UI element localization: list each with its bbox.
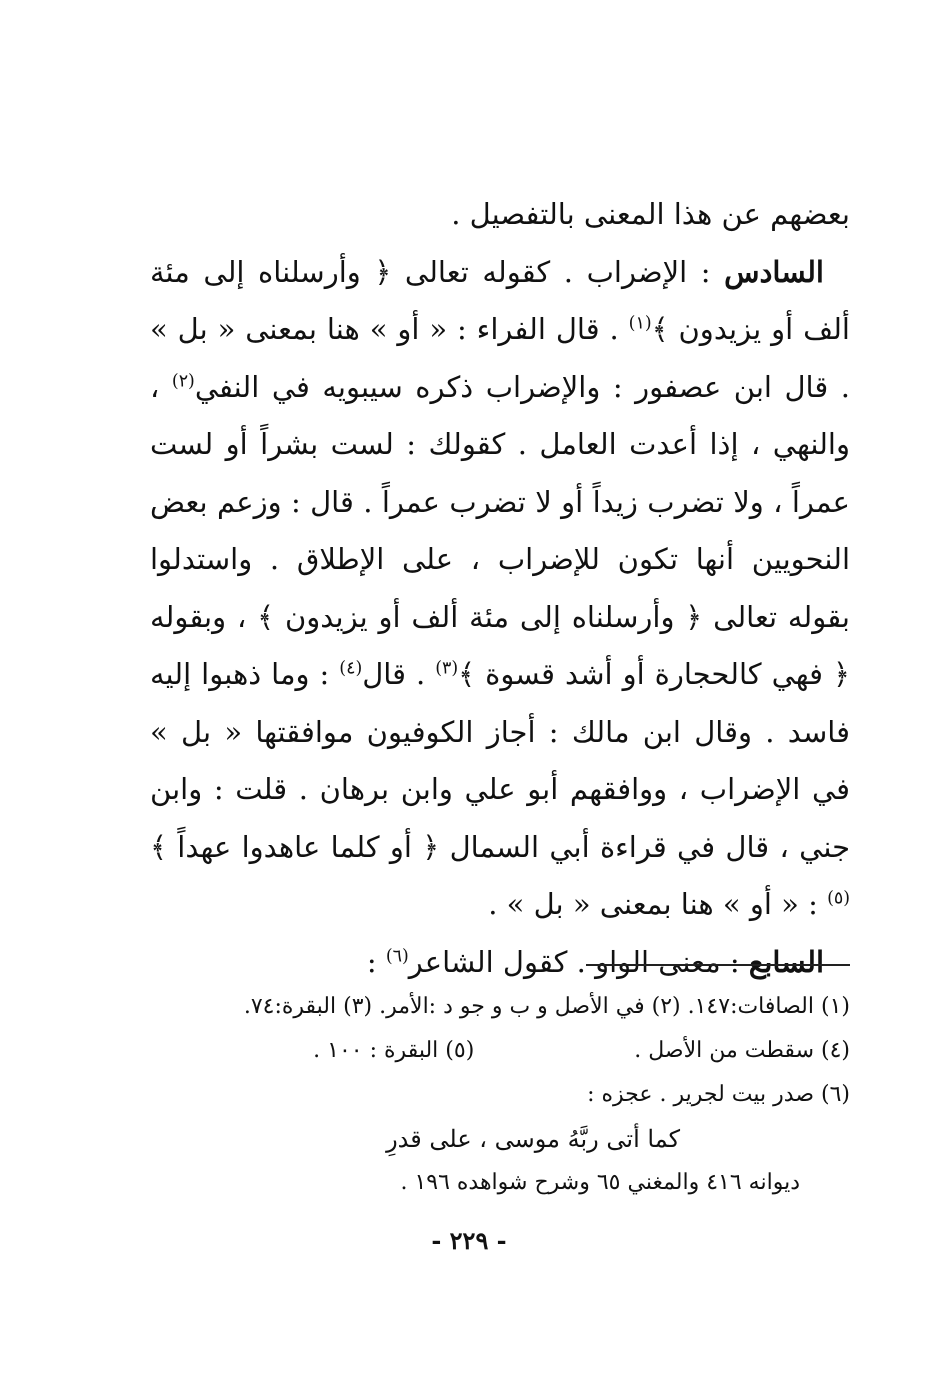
paragraph-sixth <box>150 244 850 934</box>
footnote-5: (٥) البقرة : ١٠٠ . <box>313 1038 475 1063</box>
footnote-line-1: (١) الصافات:١٤٧. (٢) في الأصل و ب و جو د :الأمر. (٣) البقرة:٧٤. <box>243 994 850 1019</box>
footnote-ref-4: (٤) <box>339 658 363 679</box>
seventh-text-b: : <box>366 944 386 979</box>
seventh-text-a: : معنى الواو . كقول الشاعر <box>408 944 749 979</box>
footnote-verse: كما أتى ربَّهُ موسى ، على قدرِ <box>386 1125 680 1153</box>
footnote-ref-3: (٣) <box>435 658 459 679</box>
footnote-source: ديوانه ٤١٦ والمغني ٦٥ وشرح شواهده ١٩٦ . <box>400 1170 800 1195</box>
sixth-text-e: : وما ذهبوا إليه فاسد . وقال ابن مالك : أجاز الكوفيون موافقتها « بل » في الإضراب ، ووافقهم أبو علي وابن برهان . قلت : وابن جني ، قال في قراءة أبي السمال ﴿ أو كلما عاهدوا عهداً ﴾ <box>150 657 850 864</box>
sixth-text-c: ، والنهي ، إذا أعدت العامل . كقولك : لست بشراً أو لست عمراً ، ولا تضرب زيداً أو لا تضرب عمراً . قال : وزعم بعض النحويين أنها تكون للإضراب ، على الإطلاق . واستدلوا بقوله تعالى ﴿ وأرسلناه إلى مئة ألف أو يزيدون ﴾ ، وبقوله ﴿ فهي كالحجارة أو أشد قسوة ﴾ <box>150 369 850 691</box>
footnote-line-3: (٦) صدر بيت لجرير . عجزه : <box>587 1082 850 1107</box>
main-text <box>150 186 850 991</box>
page-number: - ٢٢٩ - <box>431 1226 507 1255</box>
section-label-sixth: السادس <box>724 254 824 289</box>
sixth-text-f: : « أو » هنا بمعنى « بل » . <box>488 887 828 921</box>
footnote-line-2 <box>150 1029 850 1073</box>
section-label-seventh: السابع <box>748 944 824 979</box>
footnote-ref-1: (١) <box>628 313 652 334</box>
opening-line: بعضهم عن هذا المعنى بالتفصيل . <box>451 197 850 231</box>
paragraph-seventh <box>150 934 850 992</box>
footnote-ref-6: (٦) <box>385 945 409 966</box>
footnote-divider <box>586 964 850 966</box>
footnote-ref-5: (٥) <box>827 888 850 909</box>
sixth-text-d: . قال <box>362 657 436 691</box>
footnote-ref-2: (٢) <box>171 370 195 391</box>
sixth-text-a: : الإضراب . كقوله تعالى ﴿ وأرسلناه إلى مئة ألف أو يزيدون ﴾ <box>150 254 850 346</box>
sixth-text-b: . قال الفراء : « أو » هنا بمعنى « بل » . قال ابن عصفور : والإضراب ذكره سيبويه في النفي <box>150 312 850 404</box>
footnote-4: (٤) سقطت من الأصل . <box>634 1038 850 1063</box>
footnotes <box>150 985 850 1205</box>
